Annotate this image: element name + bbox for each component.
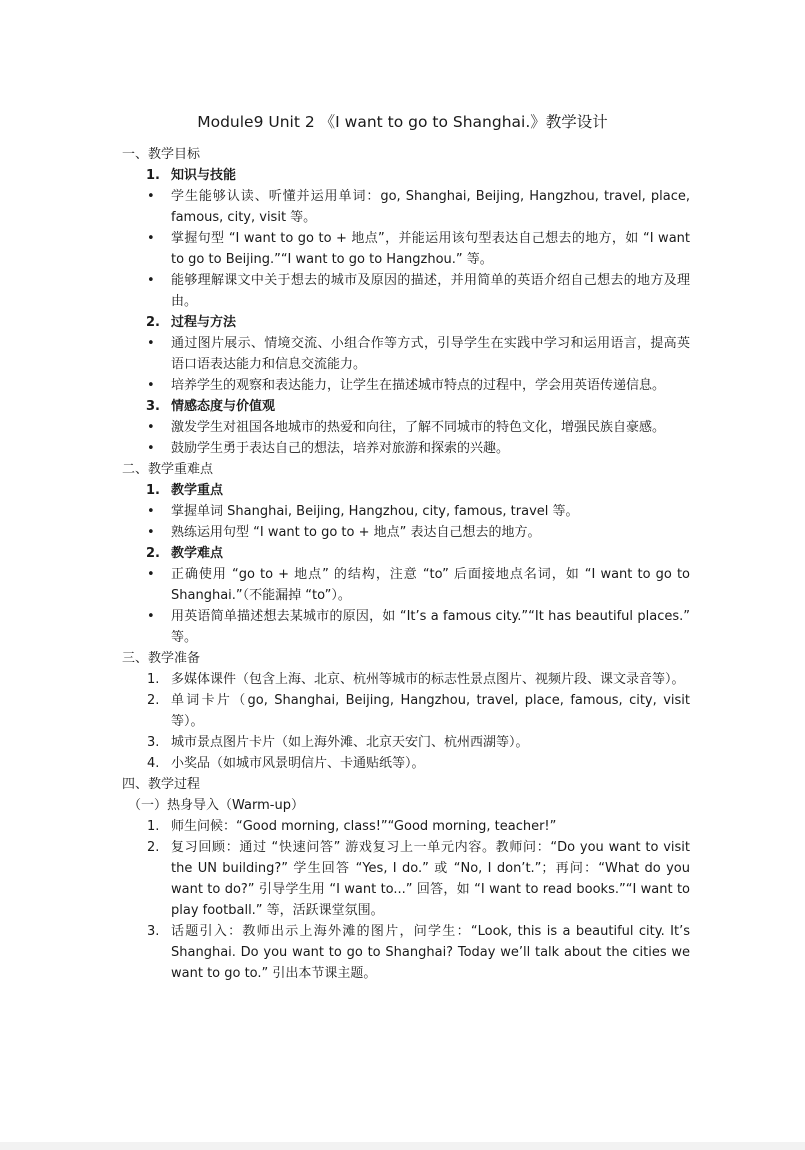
bullet-text: 通过图片展示、情境交流、小组合作等方式，引导学生在实践中学习和运用语言，提高英语口语表达能力和信息交流能力。 [171, 336, 690, 372]
list-number: 1. [147, 819, 160, 834]
bullet-text: 掌握单词 Shanghai, Beijing, Hangzhou, city, famous, travel 等。 [171, 504, 579, 519]
list-text: 师生问候：“Good morning, class!”“Good morning, teacher!” [171, 819, 557, 834]
bullet-item [122, 438, 690, 459]
subheading-text: 情感态度与价值观 [171, 399, 276, 414]
section-heading-procedure: 四、教学过程 [122, 777, 201, 792]
subheading-number: 1. [146, 168, 160, 183]
list-item [122, 921, 690, 984]
bullet-item [122, 270, 690, 312]
list-number: 3. [147, 735, 160, 750]
bullet-dot-icon: • [147, 378, 155, 393]
subheading-text: 知识与技能 [171, 168, 237, 183]
bullet-text: 掌握句型 “I want to go to + 地点”，并能运用该句型表达自己想去的地方，如 “I want to go to Beijing.”“I want to go to Hangzhou.” 等。 [171, 231, 690, 267]
list-text: 多媒体课件（包含上海、北京、杭州等城市的标志性景点图片、视频片段、课文录音等）。 [171, 672, 685, 687]
bullet-text: 正确使用 “go to + 地点” 的结构，注意 “to” 后面接地点名词，如 “I want to go to Shanghai.”（不能漏掉 “to”）。 [171, 567, 690, 603]
bullet-text: 熟练运用句型 “I want to go to + 地点” 表达自己想去的地方。 [171, 525, 541, 540]
bullet-dot-icon: • [147, 504, 155, 519]
bullet-text: 能够理解课文中关于想去的城市及原因的描述，并用简单的英语介绍自己想去的地方及理由。 [171, 273, 690, 309]
bullet-text: 用英语简单描述想去某城市的原因，如 “It’s a famous city.”“It has beautiful places.” 等。 [171, 609, 690, 645]
bullet-item [122, 186, 690, 228]
section-heading-key-points: 二、教学重难点 [122, 462, 214, 477]
list-number: 2. [147, 840, 160, 855]
bullet-dot-icon: • [147, 525, 155, 540]
bullet-item [122, 228, 690, 270]
list-item [122, 753, 690, 774]
bullet-item [122, 522, 690, 543]
list-text: 城市景点图片卡片（如上海外滩、北京天安门、杭州西湖等）。 [171, 735, 529, 750]
bullet-dot-icon: • [147, 231, 155, 246]
subheading-number: 1. [146, 483, 160, 498]
bullet-text: 学生能够认读、听懂并运用单词：go, Shanghai, Beijing, Hangzhou, travel, place, famous, city, visit 等。 [171, 189, 690, 225]
subheading-text: 过程与方法 [171, 315, 237, 330]
list-number: 2. [147, 693, 160, 708]
document-title: Module9 Unit 2 《I want to go to Shanghai.》教学设计 [197, 113, 608, 131]
bullet-text: 鼓励学生勇于表达自己的想法，培养对旅游和探索的兴趣。 [171, 441, 510, 456]
bullet-dot-icon: • [147, 567, 155, 582]
list-item [122, 837, 690, 921]
list-item [122, 669, 690, 690]
subheading-number: 2. [146, 546, 160, 561]
bullet-dot-icon: • [147, 609, 155, 624]
subsection-warm-up: （一）热身导入（Warm-up） [128, 798, 304, 813]
section-heading-preparation: 三、教学准备 [122, 651, 201, 666]
bullet-dot-icon: • [147, 273, 155, 288]
document-body [122, 144, 690, 984]
subheading-text: 教学重点 [171, 483, 224, 498]
bullet-item [122, 375, 690, 396]
list-text: 小奖品（如城市风景明信片、卡通贴纸等）。 [171, 756, 425, 771]
list-number: 1. [147, 672, 160, 687]
subheading-number: 3. [146, 399, 160, 414]
bullet-dot-icon: • [147, 420, 155, 435]
subheading-text: 教学难点 [171, 546, 224, 561]
bullet-text: 激发学生对祖国各地城市的热爱和向往，了解不同城市的特色文化，增强民族自豪感。 [171, 420, 666, 435]
bullet-item [122, 417, 690, 438]
bullet-item [122, 333, 690, 375]
subheading-attitude [122, 396, 690, 417]
list-item [122, 690, 690, 732]
subheading-number: 2. [146, 315, 160, 330]
list-text: 复习回顾：通过 “快速问答” 游戏复习上一单元内容。教师问：“Do you want to visit the UN building?” 学生回答 “Yes, I do.” 或 “No, I don’t.”；再问：“What do you want to do?” 引导学生用 “I want to...” 回答，如 “I want to read books.”“I want to play football.” 等，活跃课堂氛围。 [171, 840, 690, 918]
bullet-dot-icon: • [147, 441, 155, 456]
list-text: 话题引入：教师出示上海外滩的图片，问学生：“Look, this is a beautiful city. It’s Shanghai. Do you want to go to Shanghai? Today we’ll talk about the cities we want to go to.” 引出本节课主题。 [171, 924, 690, 981]
list-number: 4. [147, 756, 160, 771]
bullet-dot-icon: • [147, 189, 155, 204]
bullet-dot-icon: • [147, 336, 155, 351]
list-item [122, 732, 690, 753]
subheading-knowledge [122, 165, 690, 186]
list-number: 3. [147, 924, 160, 939]
list-text: 单词卡片（go, Shanghai, Beijing, Hangzhou, travel, place, famous, city, visit 等）。 [171, 693, 690, 729]
section-heading-objectives: 一、教学目标 [122, 147, 201, 162]
list-item [122, 816, 690, 837]
bullet-item [122, 564, 690, 606]
subheading-difficulty [122, 543, 690, 564]
subheading-focus [122, 480, 690, 501]
bullet-item [122, 606, 690, 648]
bullet-item [122, 501, 690, 522]
subheading-process [122, 312, 690, 333]
bullet-text: 培养学生的观察和表达能力，让学生在描述城市特点的过程中，学会用英语传递信息。 [171, 378, 666, 393]
